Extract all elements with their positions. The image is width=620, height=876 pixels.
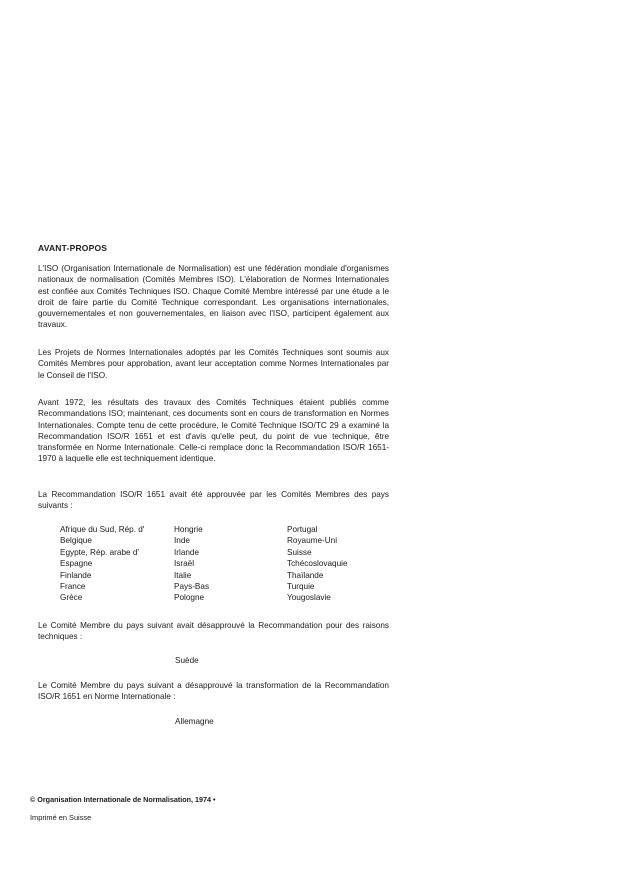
disapproving-country-transformation: Allemagne bbox=[175, 717, 214, 726]
country-item: Egypte, Rép. arabe d' bbox=[60, 547, 139, 557]
paragraph-transformation: Avant 1972, les résultats des travaux des Comités Techniques étaient publiés comme Recommandations ISO; maintenant, ces documents sont en cours de transformation en Normes Internationales. Compte tenu de cette procédure, le Comité Technique ISO/TC 29 a examiné la Recommandation ISO/R 1651 et est d'avis qu'elle peut, du point de vue technique, être transformée en Norme Internationale. Celle-ci remplace donc la Recommandation ISO/R 1651-1970 à laquelle elle est techniquement identique. bbox=[38, 398, 389, 464]
copyright-notice: © Organisation Internationale de Normalisation, 1974 • bbox=[30, 795, 216, 804]
paragraph-approval: La Recommandation ISO/R 1651 avait été approuvée par les Comités Membres des pays suivants : bbox=[38, 490, 389, 511]
country-item: Irlande bbox=[174, 547, 200, 557]
country-item: Espagne bbox=[60, 559, 93, 569]
country-item: Suisse bbox=[287, 547, 312, 557]
country-item: Pays-Bas bbox=[174, 582, 210, 592]
paragraph-draft-standards: Les Projets de Normes Internationales adoptés par les Comités Techniques sont soumis aux Comités Membres pour approbation, avant leur acceptation comme Normes Internationales par le Conseil de l'ISO. bbox=[38, 348, 389, 380]
country-item: Portugal bbox=[287, 525, 318, 534]
country-item: Belgique bbox=[60, 536, 92, 546]
printed-in-notice: Imprimé en Suisse bbox=[30, 813, 92, 822]
country-item: Pologne bbox=[174, 593, 205, 603]
country-item: Grèce bbox=[60, 593, 83, 603]
country-item: Turquie bbox=[287, 582, 315, 592]
country-item: Hongrie bbox=[174, 525, 203, 534]
paragraph-transformation-disapproval: Le Comité Membre du pays suivant a désapprouvé la transformation de la Recommandation ISO/R 1651 en Norme Internationale : bbox=[38, 681, 389, 702]
foreword-heading: AVANT-PROPOS bbox=[38, 243, 108, 253]
paragraph-iso-intro: L'ISO (Organisation Internationale de Normalisation) est une fédération mondiale d'organismes nationaux de normalisation (Comités Membres ISO). L'élaboration de Normes Internationales est confiée aux Comités Techniques ISO. Chaque Comité Membre intéressé par une étude a le droit de faire partie du Comité Technique correspondant. Les organisations internationales, gouvernementales et non gouvernementales, en liaison avec l'ISO, participent également aux travaux. bbox=[38, 264, 389, 330]
country-item: Italie bbox=[174, 570, 192, 580]
country-item: Yougoslavie bbox=[287, 593, 331, 603]
country-item: Israël bbox=[174, 559, 195, 569]
countries-column-3 bbox=[287, 524, 348, 604]
countries-column-1 bbox=[60, 524, 144, 604]
paragraph-technical-disapproval: Le Comité Membre du pays suivant avait désapprouvé la Recommandation pour des raisons techniques : bbox=[38, 621, 389, 642]
countries-column-2 bbox=[174, 524, 209, 604]
country-item: Royaume-Uni bbox=[287, 536, 338, 546]
country-item: Thaïlande bbox=[287, 570, 324, 580]
disapproving-country-technical: Suède bbox=[175, 656, 199, 665]
country-item: Tchécoslovaquie bbox=[287, 559, 348, 569]
country-item: Finlande bbox=[60, 570, 92, 580]
country-item: Afrique du Sud, Rép. d' bbox=[60, 525, 145, 534]
country-item: Inde bbox=[174, 536, 190, 546]
country-item: France bbox=[60, 582, 86, 592]
